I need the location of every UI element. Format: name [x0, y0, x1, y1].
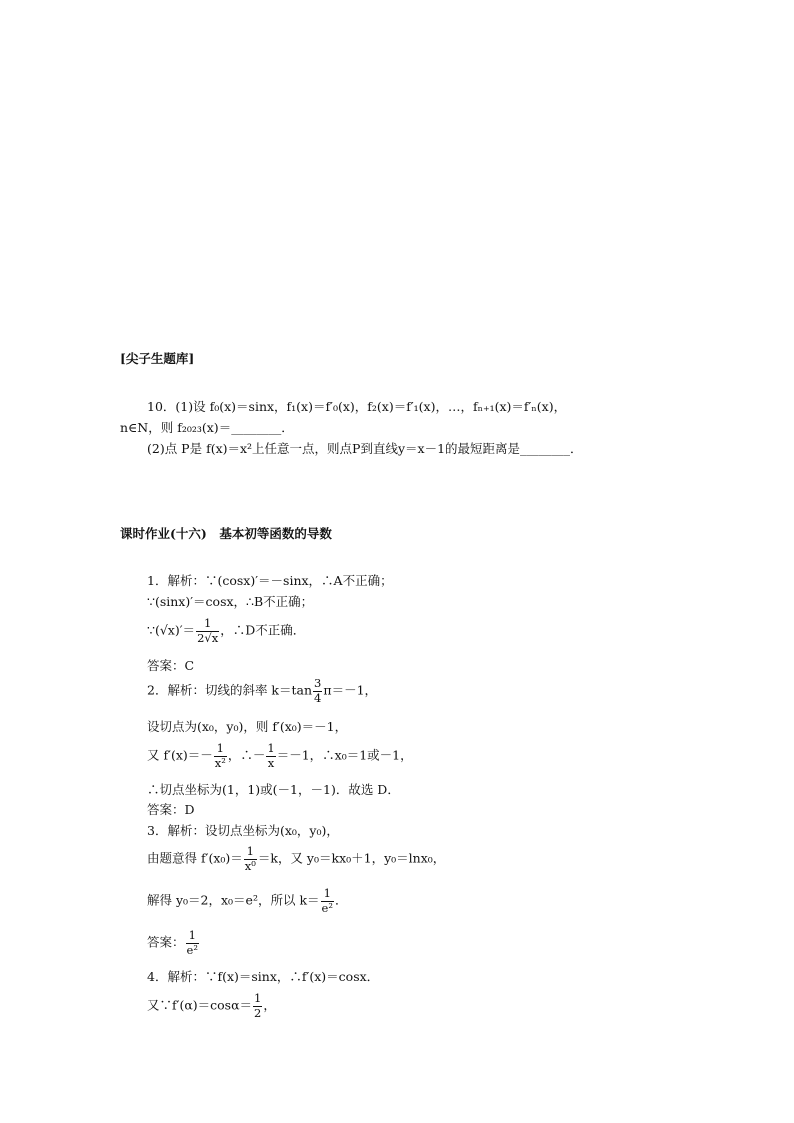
solution-1-line-3: [147, 618, 305, 644]
solution-3-line-2-prefix: 由题意得 f′(x₀)＝: [147, 850, 243, 866]
fraction: [214, 743, 227, 769]
solution-2-line-4: ∴切点坐标为(1，1)或(－1，－1)．故选 D．: [147, 782, 400, 797]
fraction-denominator: e²: [321, 900, 333, 915]
solution-1-line-3-prefix: ∵(√x)′＝: [147, 622, 196, 638]
solution-3-line-2: [147, 846, 445, 872]
problem-10-line-1: 10．(1)设 f₀(x)＝sinx，f₁(x)＝f′₀(x)，f₂(x)＝f′₁(x)，…，fₙ₊₁(x)＝f′ₙ(x)，: [147, 399, 567, 414]
solution-4-line-2-suffix: ，: [263, 997, 276, 1013]
solution-4-line-1: 4．解析：∵f(x)＝sinx，∴f′(x)＝cosx．: [147, 969, 380, 984]
fraction-denominator: 2√x: [197, 630, 219, 645]
solution-4-line-2-prefix: 又∵f′(α)＝cosα＝: [147, 997, 253, 1013]
solution-2-line-2: 设切点为(x₀，y₀)，则 f′(x₀)＝－1，: [147, 719, 348, 734]
solution-2-line-3: [147, 743, 413, 769]
fraction-numerator: 1: [203, 616, 212, 630]
fraction-numerator: 1: [216, 741, 224, 755]
solution-4-line-2: [147, 993, 276, 1019]
homework-title: 课时作业(十六) 基本初等函数的导数: [120, 526, 332, 541]
solution-1-line-1: 1．解析：∵(cosx)′＝－sinx，∴A不正确；: [147, 573, 393, 588]
solution-1-answer: 答案：C: [147, 658, 195, 673]
solution-1-line-2: ∵(sinx)′＝cosx，∴B不正确；: [147, 594, 314, 609]
solution-2-line-1: [147, 678, 377, 704]
fraction-denominator: x²: [214, 755, 226, 770]
solution-3-line-3-prefix: 解得 y₀＝2，x₀＝e²，所以 k＝: [147, 892, 320, 908]
problem-10-line-2: n∈N，则 f₂₀₂₃(x)＝________．: [120, 420, 294, 435]
fraction-numerator: 1: [246, 844, 254, 858]
fraction: [253, 993, 262, 1019]
section-header: [尖子生题库]: [120, 351, 195, 366]
solution-3-line-3: [147, 888, 347, 914]
solution-2-line-1-suffix: π＝－1，: [323, 682, 378, 698]
fraction: [321, 888, 334, 914]
fraction: [186, 930, 199, 956]
fraction-numerator: 1: [323, 886, 331, 900]
fraction-numerator: 1: [188, 928, 196, 942]
problem-10-line-3: (2)点 P是 f(x)＝x²上任意一点，则点P到直线y＝x－1的最短距离是________．: [147, 441, 583, 456]
solution-2-line-3-middle: ，∴－: [227, 747, 266, 763]
solution-2-line-3-prefix: 又 f′(x)＝－: [147, 747, 213, 763]
solution-3-line-2-suffix: ＝k，又 y₀＝kx₀＋1，y₀＝lnx₀，: [257, 850, 446, 866]
fraction-denominator: 4: [314, 690, 322, 705]
solution-2-answer: 答案：D: [147, 802, 195, 817]
solution-3-answer-label: 答案：: [147, 934, 185, 950]
fraction-denominator: x: [267, 755, 275, 770]
solution-1-line-3-suffix: ，∴D不正确．: [220, 622, 306, 638]
fraction: [266, 743, 275, 769]
fraction: [196, 618, 219, 644]
fraction-denominator: x⁰: [244, 858, 256, 873]
solution-3-answer: [147, 930, 200, 956]
solution-2-line-1-prefix: 2．解析：切线的斜率 k＝tan: [147, 682, 313, 698]
solution-3-line-1: 3．解析：设切点坐标为(x₀，y₀)，: [147, 823, 339, 838]
fraction-denominator: e²: [186, 942, 198, 957]
fraction: [313, 678, 322, 704]
fraction: [244, 846, 257, 872]
fraction-numerator: 3: [314, 676, 322, 690]
fraction-numerator: 1: [254, 991, 262, 1005]
fraction-numerator: 1: [267, 741, 275, 755]
solution-3-line-3-suffix: ．: [334, 892, 348, 908]
fraction-denominator: 2: [254, 1005, 262, 1020]
solution-2-line-3-suffix: ＝－1，∴x₀＝1或－1，: [276, 747, 413, 763]
